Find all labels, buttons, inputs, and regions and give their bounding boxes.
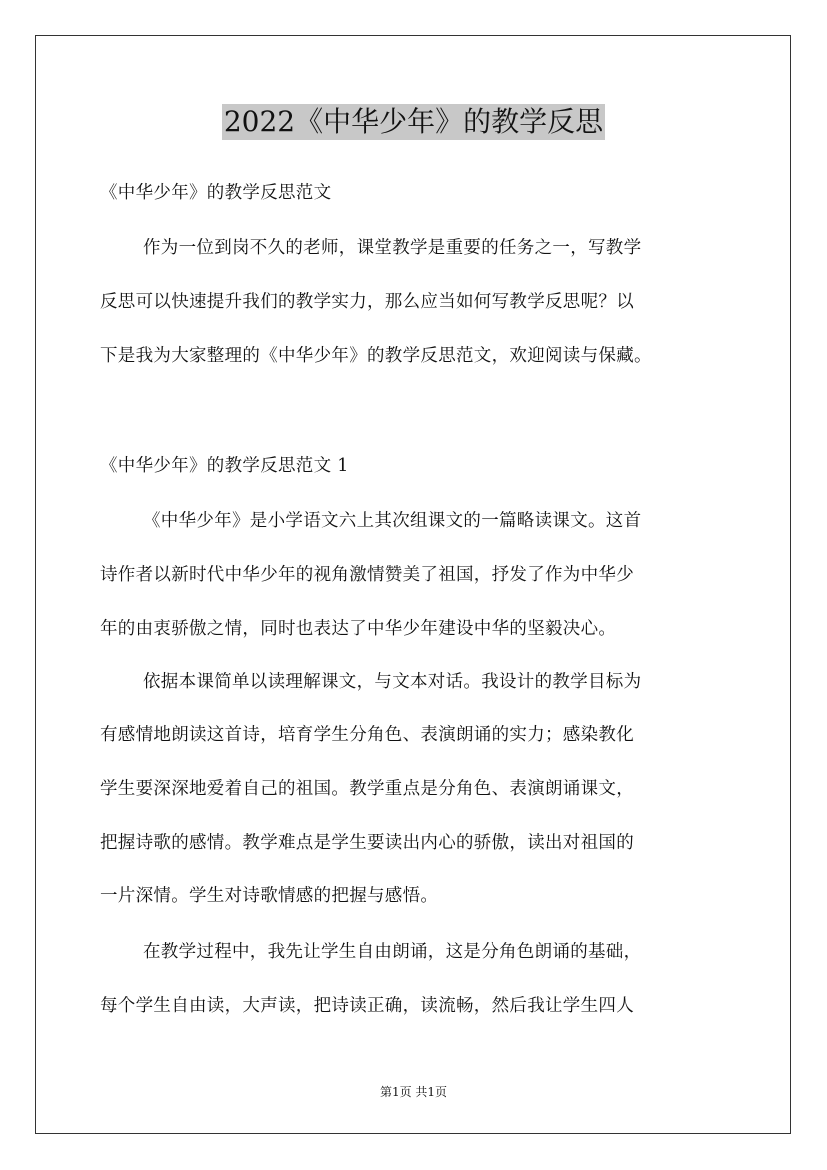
document-title: 2022《中华少年》的教学反思: [223, 105, 604, 138]
paragraph-line: 学生要深深地爱着自己的祖国。教学重点是分角色、表演朗诵课文，: [100, 779, 634, 799]
paragraph-line: 每个学生自由读，大声读，把诗读正确，读流畅，然后我让学生四人: [100, 996, 634, 1016]
paragraph-line: 诗作者以新时代中华少年的视角激情赞美了祖国，抒发了作为中华少: [100, 565, 634, 585]
paragraph-line: 把握诗歌的感情。教学难点是学生要读出内心的骄傲，读出对祖国的: [100, 833, 634, 853]
title-container: [0, 104, 827, 140]
paragraph-line: 有感情地朗读这首诗，培育学生分角色、表演朗诵的实力；感染教化: [100, 725, 634, 745]
paragraph-line: 《中华少年》是小学语文六上其次组课文的一篇略读课文。这首: [143, 511, 642, 531]
paragraph-line: 依据本课简单以读理解课文，与文本对话。我设计的教学目标为: [143, 672, 642, 692]
paragraph-line: 在教学过程中，我先让学生自由朗诵，这是分角色朗诵的基础，: [143, 942, 642, 962]
intro-line: 下是我为大家整理的《中华少年》的教学反思范文，欢迎阅读与保藏。: [100, 346, 652, 366]
intro-line: 作为一位到岗不久的老师，课堂教学是重要的任务之一，写教学: [143, 238, 642, 258]
intro-line: 反思可以快速提升我们的教学实力，那么应当如何写教学反思呢？以: [100, 292, 634, 312]
document-subtitle: 《中华少年》的教学反思范文: [100, 183, 332, 203]
paragraph-line: 年的由衷骄傲之情，同时也表达了中华少年建设中华的坚毅决心。: [100, 619, 617, 639]
paragraph-line: 一片深情。学生对诗歌情感的把握与感悟。: [100, 886, 439, 906]
section-heading: 《中华少年》的教学反思范文 1: [100, 456, 349, 476]
page-footer: 第1页 共1页: [379, 1085, 448, 1099]
